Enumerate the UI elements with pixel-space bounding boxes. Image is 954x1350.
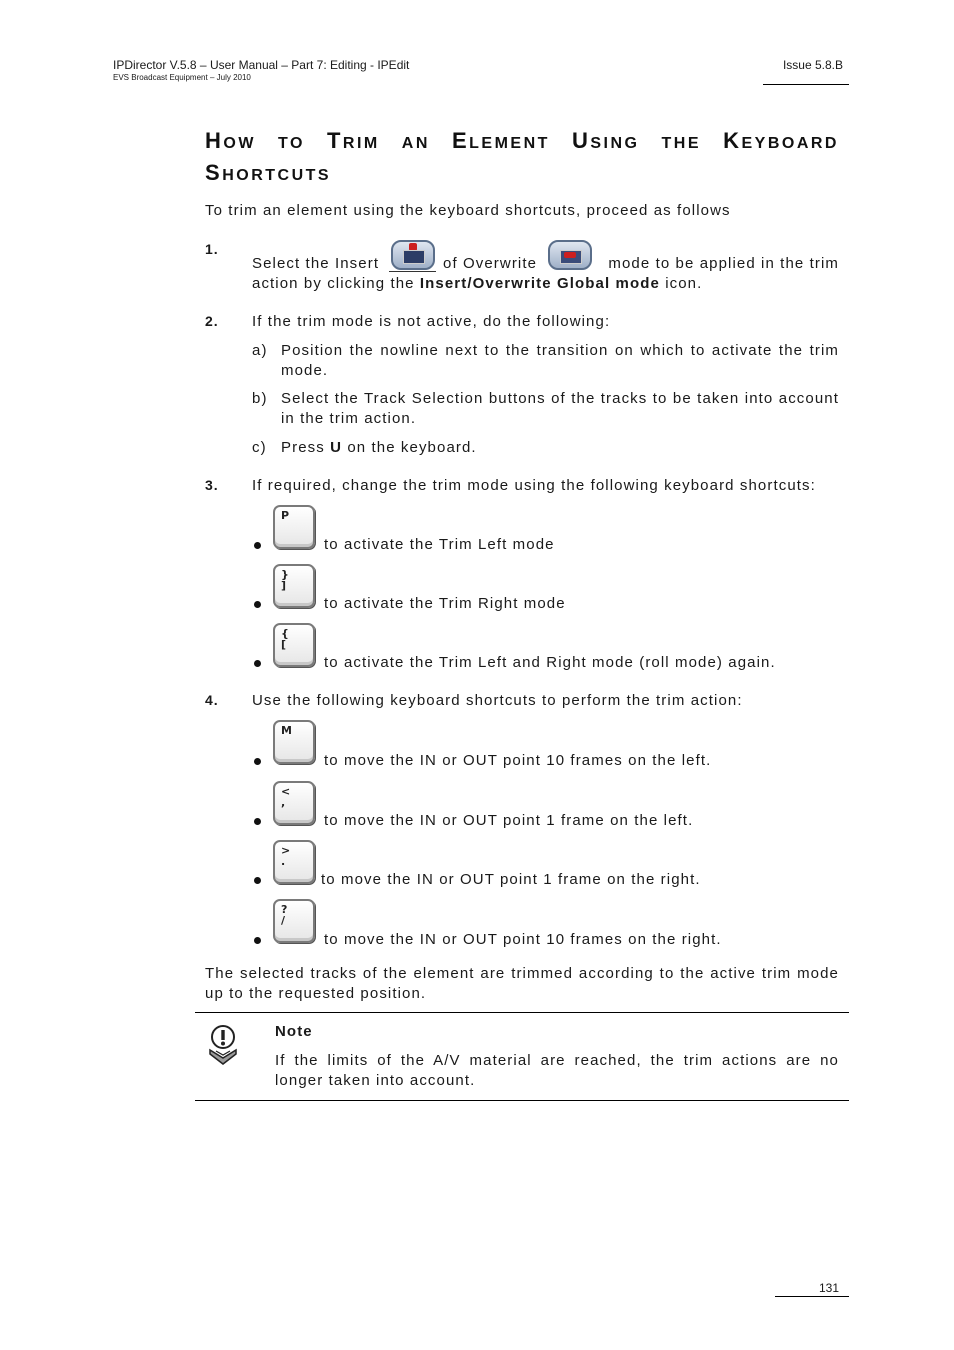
substep-b-text: Select the Track Selection buttons of the tracks to be taken into account in the trim action.: [281, 390, 839, 427]
shortcut-description: to activate the Trim Right mode: [324, 595, 566, 612]
step-number: 4.: [205, 692, 219, 708]
section-title: [205, 126, 839, 190]
insert-icon-underline: [389, 271, 436, 272]
note-top-rule: [195, 1012, 849, 1013]
note-bottom-rule: [195, 1100, 849, 1101]
step-number: 1.: [205, 241, 219, 257]
step-number: 2.: [205, 313, 219, 329]
shortcut-description: to activate the Trim Left mode: [324, 536, 555, 553]
title-word: AN: [401, 135, 430, 152]
intro-paragraph: To trim an element using the keyboard shortcuts, proceed as follows: [205, 202, 731, 219]
bullet: [254, 601, 261, 608]
slash-key-icon: ? /: [273, 899, 315, 943]
overwrite-mode-icon: [548, 240, 592, 270]
step3-text: If required, change the trim mode using the following keyboard shortcuts:: [252, 477, 816, 494]
shortcut-description: to activate the Trim Left and Right mode (roll mode) again.: [324, 654, 776, 671]
closing-paragraph: The selected tracks of the element are trimmed according to the active trim mode up to the requested position.: [205, 965, 839, 1002]
bullet: [254, 818, 261, 825]
title-line-1: [205, 126, 839, 158]
bullet: [254, 660, 261, 667]
title-word: ELEMENT: [451, 128, 550, 153]
company-date: EVS Broadcast Equipment – July 2010: [113, 73, 251, 82]
substep-label: b): [252, 390, 268, 407]
substep-c-text: Press U on the keyboard.: [281, 439, 477, 456]
bullet: [254, 542, 261, 549]
shortcut-description: to move the IN or OUT point 10 frames on the left.: [324, 752, 712, 769]
step1-text-pre: Select the Insert: [252, 255, 380, 272]
substep-label: c): [252, 439, 267, 456]
step1-text-mid: of Overwrite: [443, 255, 538, 272]
shortcut-description: to move the IN or OUT point 1 frame on the left.: [324, 812, 694, 829]
step4-text: Use the following keyboard shortcuts to perform the trim action:: [252, 692, 743, 709]
title-word: KEYBOARD: [723, 128, 839, 153]
insert-mode-icon: [391, 240, 435, 270]
note-label: Note: [275, 1023, 313, 1040]
title-word: USING: [571, 128, 640, 153]
note-text: If the limits of the A/V material are reached, the trim actions are no longer taken into account.: [275, 1052, 839, 1089]
right-bracket-key-icon: } ]: [273, 564, 315, 608]
document-title: IPDirector V.5.8 – User Manual – Part 7: Editing - IPEdit: [113, 58, 410, 72]
step-number: 3.: [205, 477, 219, 493]
substep-a-text: Position the nowline next to the transition on which to activate the trim mode.: [281, 342, 839, 379]
left-bracket-key-icon: { [: [273, 623, 315, 667]
warning-hand-icon: [206, 1024, 240, 1066]
bullet: [254, 758, 261, 765]
m-key-icon: M: [273, 720, 315, 764]
comma-key-icon: < ,: [273, 781, 315, 825]
substep-label: a): [252, 342, 268, 359]
title-word: TRIM: [326, 128, 380, 153]
period-key-icon: > .: [273, 840, 315, 884]
title-word: HOW: [205, 128, 256, 153]
issue-number: Issue 5.8.B: [782, 58, 843, 72]
bullet: [254, 877, 261, 884]
step1-text-post: mode to be applied in the trim: [608, 255, 839, 272]
footer-rule: [775, 1296, 849, 1297]
step2-text: If the trim mode is not active, do the following:: [252, 313, 611, 330]
step1-line2: action by clicking the Insert/Overwrite Global mode icon.: [252, 275, 703, 292]
shortcut-description: to move the IN or OUT point 1 frame on the right.: [321, 871, 701, 888]
title-word: THE: [661, 135, 702, 152]
title-word: TO: [277, 135, 305, 152]
header-rule: [763, 84, 849, 85]
bullet: [254, 937, 261, 944]
title-line-2: SHORTCUTS: [205, 160, 332, 185]
page-number: 131: [818, 1281, 839, 1295]
shortcut-description: to move the IN or OUT point 10 frames on the right.: [324, 931, 722, 948]
p-key-icon: P: [273, 505, 315, 549]
